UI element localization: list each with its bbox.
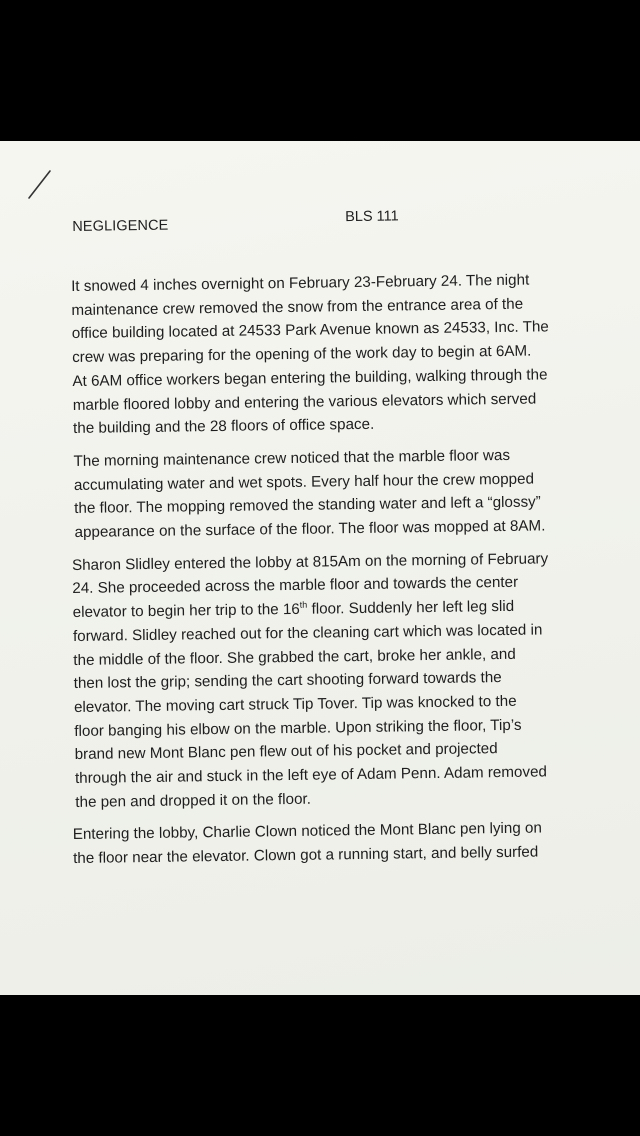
text-line: the floor near the elevator. Clown got a running start, and belly surfed: [73, 843, 539, 868]
text-line: the pen and dropped it on the floor.: [75, 790, 312, 811]
course-code: BLS 111: [345, 208, 399, 226]
paper-sheet: [0, 141, 640, 995]
document-page: [70, 198, 599, 880]
text-line: accumulating water and wet spots. Every half hour the crew mopped: [73, 470, 535, 494]
text-line: At 6AM office workers began entering the building, walking through the: [72, 366, 548, 390]
text-line: elevator. The moving cart struck Tip Tover. Tip was knocked to the: [73, 692, 517, 716]
document-header: [70, 198, 590, 235]
pen-slash-mark: [26, 169, 52, 201]
document-heading: NEGLIGENCE: [72, 217, 169, 235]
paragraph-1: [71, 268, 593, 441]
text-line: maintenance crew removed the snow from the entrance area of the: [71, 295, 524, 319]
text-line: then lost the grip; sending the cart shooting forward towards the: [73, 669, 502, 693]
text-line: the floor. The mopping removed the standing water and left a “glossy”: [74, 493, 541, 518]
text-line: office building located at 24533 Park Avenue known as 24533, Inc. The: [71, 318, 549, 343]
text-line: Sharon Slidley entered the lobby at 815Am on the morning of February: [71, 550, 549, 574]
paragraph-2: [73, 443, 594, 545]
text-line: marble floored lobby and entering the various elevators which served: [72, 390, 537, 414]
text-line: the building and the 28 floors of office space.: [73, 415, 375, 438]
text-line: floor banging his elbow on the marble. Upon striking the floor, Tip’s: [74, 716, 522, 740]
text-line: It snowed 4 inches overnight on February 23-February 24. The night: [71, 271, 530, 295]
line-suffix: floor. Suddenly her left leg slid: [311, 597, 515, 618]
line-prefix: elevator to begin her trip to the 16: [72, 600, 300, 622]
text-line: The morning maintenance crew noticed that the marble floor was: [73, 446, 511, 470]
text-line: through the air and stuck in the left eye of Adam Penn. Adam removed: [74, 763, 548, 788]
ordinal-superscript: th: [299, 599, 308, 610]
text-line: Entering the lobby, Charlie Clown noticed the Mont Blanc pen lying on: [72, 819, 542, 844]
text-line: appearance on the surface of the floor. The floor was mopped at 8AM.: [74, 517, 546, 541]
text-line: brand new Mont Blanc pen flew out of his pocket and projected: [74, 740, 498, 764]
text-line: forward. Slidley reached out for the cleaning cart which was located in: [72, 621, 543, 645]
paragraph-4: [73, 816, 600, 871]
paragraph-3: [72, 546, 599, 814]
text-line: crew was preparing for the opening of the work day to begin at 6AM.: [72, 342, 532, 367]
text-line: 24. She proceeded across the marble floor and towards the center: [72, 574, 519, 598]
text-line: the middle of the floor. She grabbed the cart, broke her ankle, and: [73, 645, 516, 669]
